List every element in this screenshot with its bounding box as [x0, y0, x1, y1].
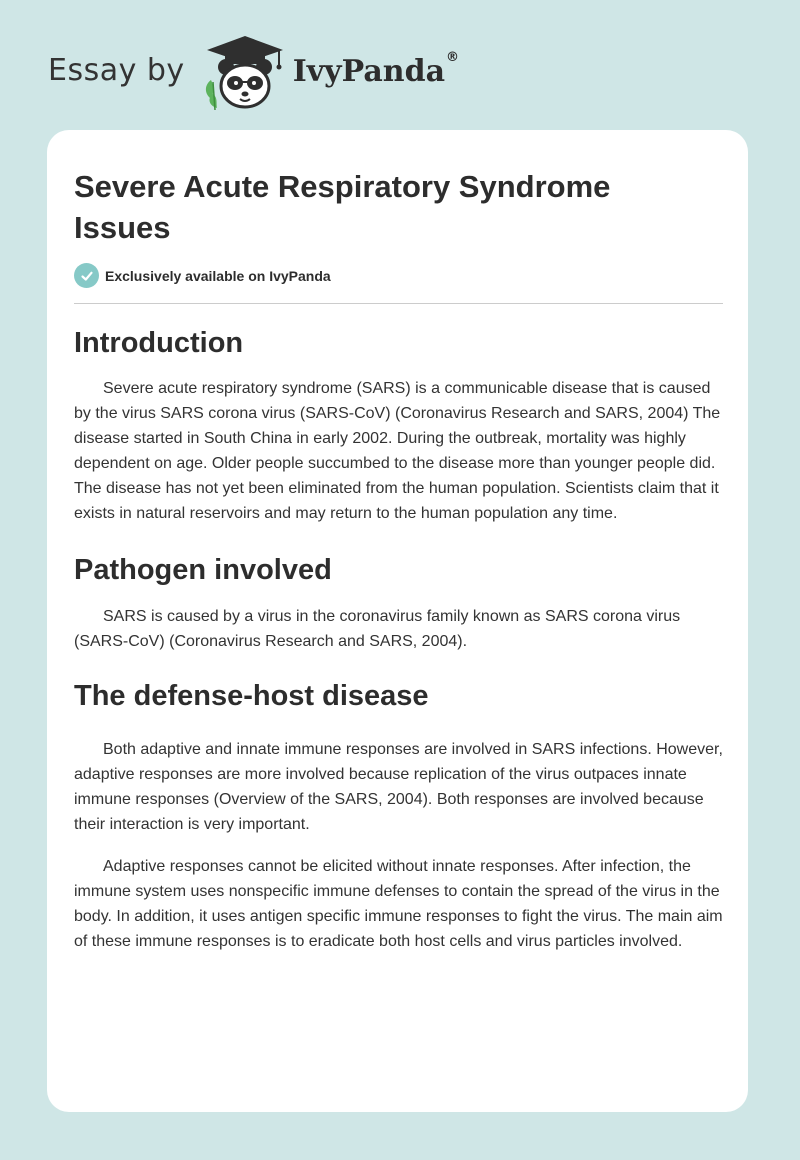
title-divider	[74, 303, 723, 304]
section-pathogen	[74, 547, 724, 654]
essay-body	[74, 320, 724, 954]
site-header	[48, 34, 459, 114]
section-heading: The defense-host disease	[74, 680, 429, 712]
paragraph: Both adaptive and innate immune responses are involved in SARS infections. However, adaptive responses are more involved because replication of the virus outpaces innate immune responses (Overview of the SARS, 2004). Both responses are involved because their interaction is very important.	[74, 741, 723, 833]
exclusive-badge	[74, 263, 331, 288]
checkmark-icon	[80, 269, 94, 283]
section-heading: Pathogen involved	[74, 554, 332, 586]
section-introduction	[74, 320, 724, 526]
section-heading: Introduction	[74, 327, 244, 359]
paragraph: SARS is caused by a virus in the coronavirus family known as SARS corona virus (SARS-CoV) (Coronavirus Research and SARS, 2004).	[74, 608, 681, 650]
brand-name[interactable]	[292, 49, 460, 89]
panda-graduate-logo-icon	[199, 32, 291, 112]
essay-card	[47, 130, 748, 1112]
exclusive-badge-text: Exclusively available on IvyPanda	[105, 267, 331, 284]
page-title: Severe Acute Respiratory Syndrome Issues	[74, 169, 611, 245]
paragraph: Adaptive responses cannot be elicited without innate responses. After infection, the immune system uses nonspecific immune defenses to contain the spread of the virus in the body. In addition, it uses antigen specific immune responses to fight the virus. The main aim of these immune responses is to eradicate both host cells and virus particles involved.	[74, 858, 723, 950]
check-circle-icon	[74, 263, 99, 288]
registered-mark: ®	[446, 49, 460, 65]
brand-name-text: IvyPanda	[292, 53, 446, 89]
section-defense-host	[74, 673, 724, 954]
brand-prefix: Essay by	[48, 52, 185, 88]
brand-logo-link[interactable]	[199, 32, 293, 117]
paragraph: Severe acute respiratory syndrome (SARS) is a communicable disease that is caused by the virus SARS corona virus (SARS-CoV) (Coronavirus Research and SARS, 2004) The disease started in South China in early 2002. During the outbreak, mortality was highly dependent on age. Older people succumbed to the disease more than younger people did. The disease has not yet been eliminated from the human population. Scientists claim that it exists in natural reservoirs and may return to the human population any time.	[74, 380, 721, 522]
